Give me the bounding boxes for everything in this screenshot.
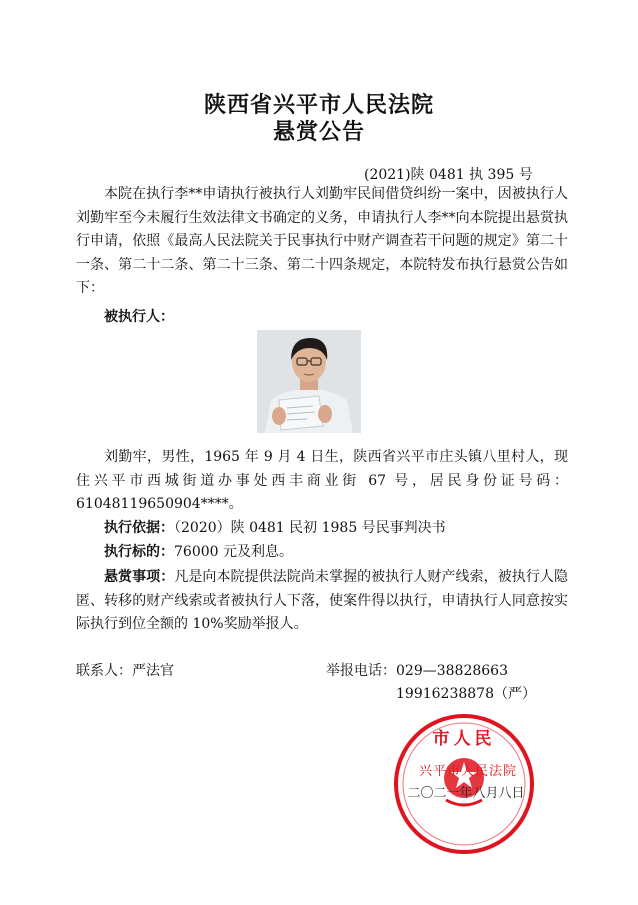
- seal-date-text: 二〇二一年八月八日: [407, 786, 525, 801]
- respondent-details: 刘勤牢，男性，1965 年 9 月 4 日生，陕西省兴平市庄头镇八里村人，现住兴平市西城街道办事处西丰商业街 67 号，居民身份证号码：61048119650904****。: [76, 449, 568, 512]
- reward-label: 悬赏事项：: [104, 569, 175, 585]
- contact-person: 联系人：严法官: [76, 663, 174, 679]
- respondent-label: 被执行人：: [104, 309, 174, 325]
- target-label: 执行标的：: [104, 544, 174, 560]
- phone-number-1: 029—38828663: [396, 663, 508, 679]
- intro-paragraph: 本院在执行李**申请执行被执行人刘勤牢民间借贷纠纷一案中，因被执行人刘勤牢至今未履行生效法律文书确定的义务，申请执行人李**向本院提出悬赏执行申请，依照《最高人民法院关于民事执行中财产调查若干问题的规定》第二十一条、第二十二条、第二十三条、第二十四条规定，本院特发布执行悬赏公告如下：: [76, 186, 568, 296]
- case-number: (2021)陕 0481 执 395 号: [364, 167, 533, 183]
- target-line: [104, 541, 293, 565]
- phone-label: 举报电话：: [326, 663, 396, 679]
- phone-line-1: [326, 660, 508, 682]
- reward-paragraph: [76, 566, 568, 637]
- respondent-photo: [257, 330, 361, 433]
- reward-value: 凡是向本院提供法院尚未掌握的被执行人财产线索，被执行人隐匿、转移的财产线索或者被执行人下落，使案件得以执行，申请执行人同意按实际执行到位全额的 10%奖励举报人。: [76, 569, 568, 632]
- target-value: 76000 元及利息。: [174, 544, 293, 560]
- basis-label: 执行依据：: [104, 520, 174, 536]
- court-name: 陕西省兴平市人民法院: [203, 93, 434, 118]
- phone-number-2: 19916238878（严）: [396, 686, 536, 702]
- notice-title: 悬赏公告: [272, 120, 365, 145]
- seal-court-text: 兴平市人民法院: [418, 764, 517, 779]
- basis-line: [104, 517, 446, 541]
- person-photo-illustration: [257, 330, 361, 433]
- basis-value: （2020）陕 0481 民初 1985 号民事判决书: [174, 520, 446, 536]
- seal-top-text: 市人民: [432, 729, 496, 749]
